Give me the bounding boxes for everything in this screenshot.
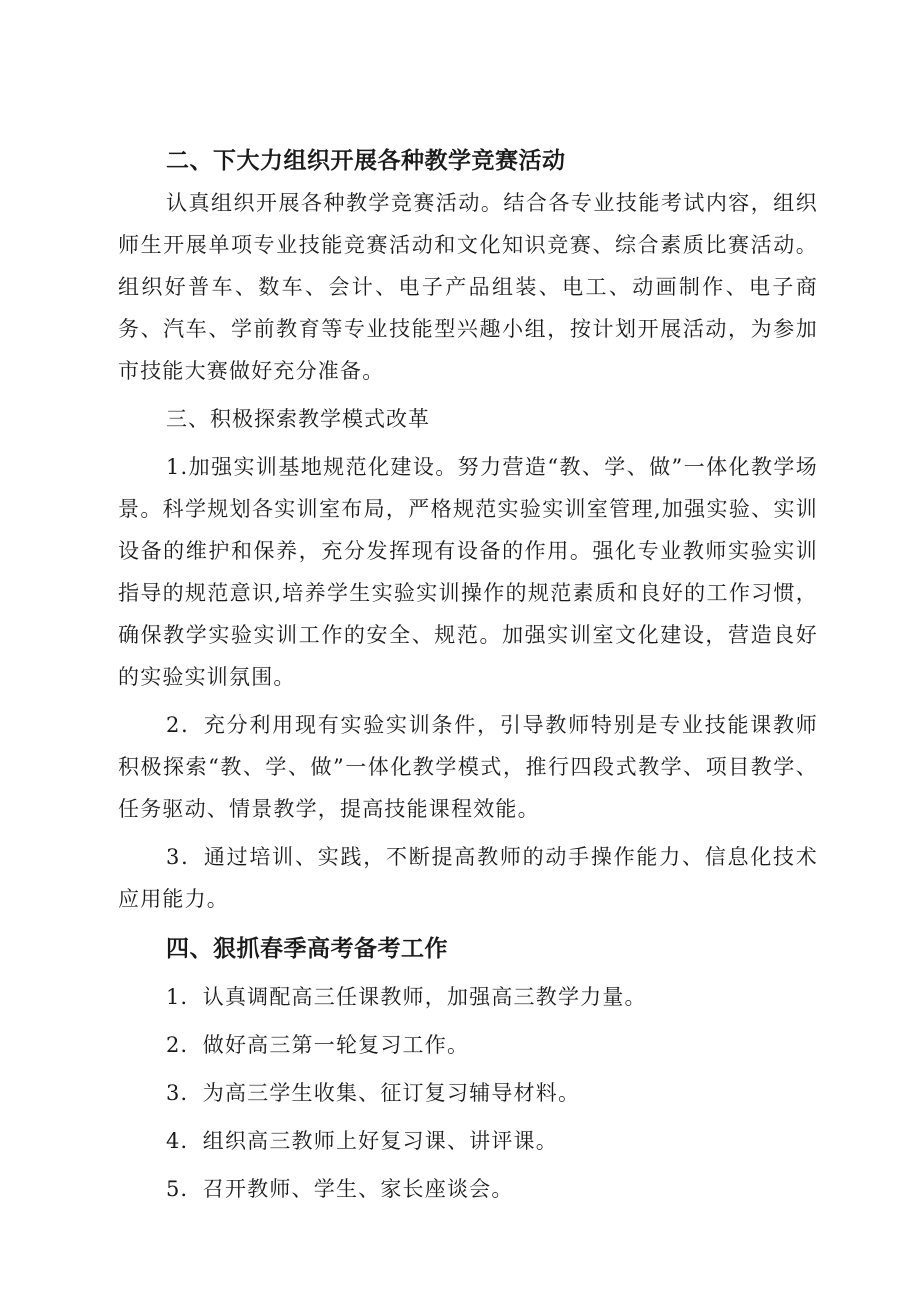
section-3-paragraph-2: 2．充分利用现有实验实训条件，引导教师特别是专业技能课教师积极探索“教、学、做”一体化教学模式，推行四段式教学、项目教学、任务驱动、情景教学，提高技能课程效能。 — [118, 713, 818, 821]
list-item: 1．认真调配高三任课教师，加强高三教学力量。 — [166, 985, 647, 1009]
section-3-paragraph-3: 3．通过培训、实践，不断提高教师的动手操作能力、信息化技术应用能力。 — [118, 845, 818, 911]
section-2-paragraph: 认真组织开展各种教学竞赛活动。结合各专业技能考试内容，组织师生开展单项专业技能竞赛活动和文化知识竞赛、综合素质比赛活动。组织好普车、数车、会计、电子产品组装、电工、动画制作、电子商务、汽车、学前教育等专业技能型兴趣小组，按计划开展活动，为参加市技能大赛做好充分准备。 — [118, 191, 818, 383]
list-item: 4．组织高三教师上好复习课、讲评课。 — [166, 1129, 558, 1153]
section-3-paragraph-1: 1.加强实训基地规范化建设。努力营造“教、学、做”一体化教学场景。科学规划各实训室布局，严格规范实验实训室管理,加强实验、实训设备的维护和保养，充分发挥现有设备的作用。强化专业教师实验实训指导的规范意识,培养学生实验实训操作的规范素质和良好的工作习惯，确保教学实验实训工作的安全、规范。加强实训室文化建设，营造良好的实验实训氛围。 — [118, 455, 818, 689]
section-heading-2: 二、下大力组织开展各种教学竞赛活动 — [166, 148, 566, 174]
document-page — [118, 140, 818, 1210]
list-item: 2．做好高三第一轮复习工作。 — [166, 1033, 470, 1057]
section-heading-3: 三、积极探索教学模式改革 — [166, 407, 430, 431]
section-heading-4: 四、狠抓春季高考备考工作 — [166, 936, 448, 962]
list-item: 5．召开教师、学生、家长座谈会。 — [166, 1177, 514, 1201]
list-item: 3．为高三学生收集、征订复习辅导材料。 — [166, 1081, 581, 1105]
